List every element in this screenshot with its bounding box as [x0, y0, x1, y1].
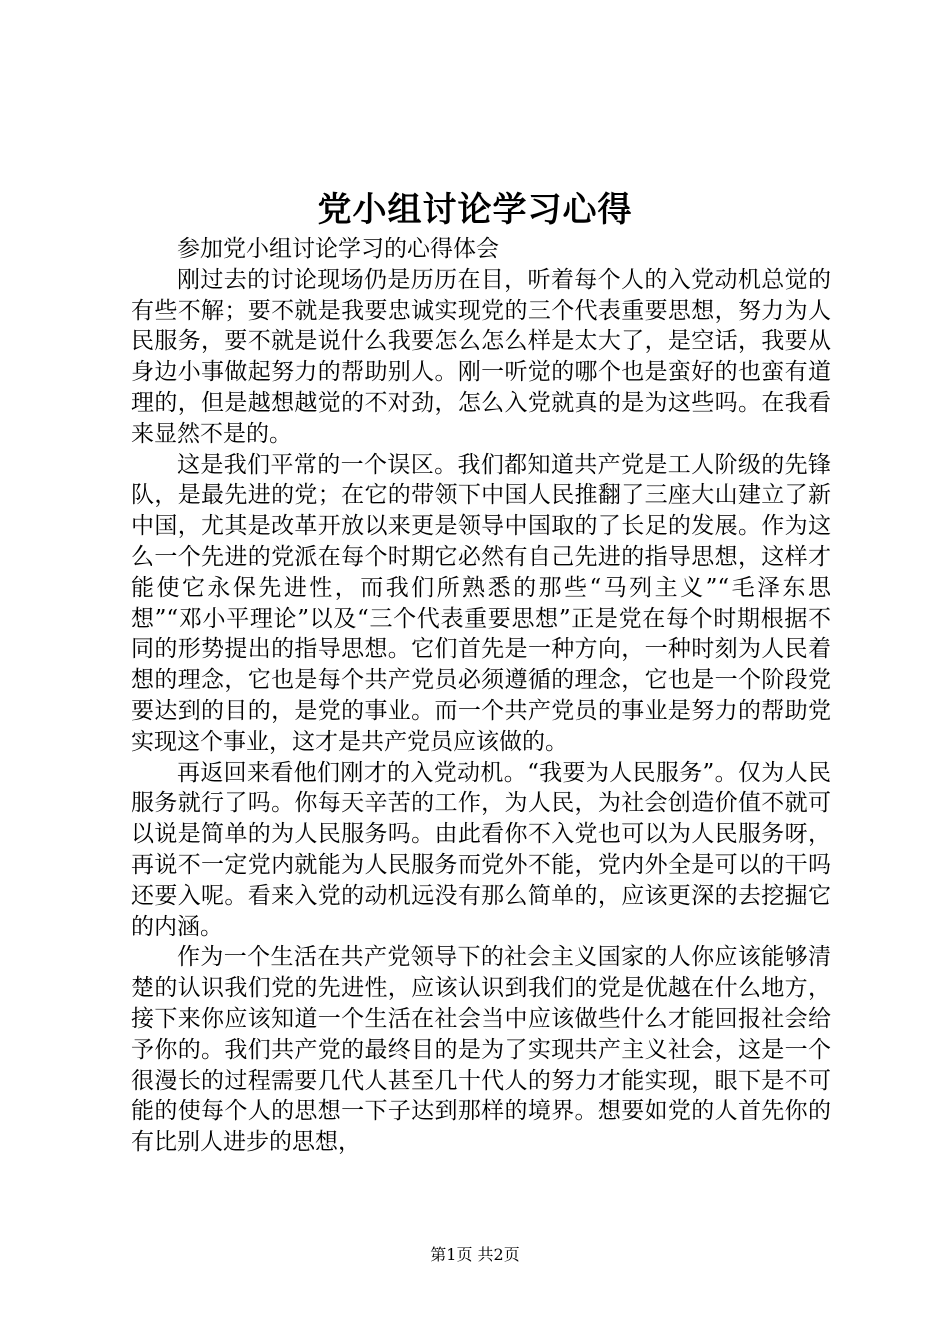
body-paragraph: 这是我们平常的一个误区。我们都知道共产党是工人阶级的先锋队，是最先进的党；在它的带领下中国人民推翻了三座大山建立了新中国，尤其是改革开放以来更是领导中国取的了长足的发展。作为这么一个先进的党派在每个时期它必然有自己先进的指导思想，这样才能使它永保先进性，而我们所熟悉的那些“马列主义”“毛泽东思想”“邓小平理论”以及“三个代表重要思想”正是党在每个时期根据不同的形势提出的指导思想。它们首先是一种方向，一种时刻为人民着想的理念，它也是每个共产党员必须遵循的理念，它也是一个阶段党要达到的目的，是党的事业。而一个共产党员的事业是努力的帮助党实现这个事业，这才是共产党员应该做的。 — [131, 451, 831, 755]
document-subtitle: 参加党小组讨论学习的心得体会 — [177, 236, 499, 262]
body-paragraph: 作为一个生活在共产党领导下的社会主义国家的人你应该能够清楚的认识我们党的先进性，应该认识到我们的党是优越在什么地方，接下来你应该知道一个生活在社会当中应该做些什么才能回报社会给予你的。我们共产党的最终目的是为了实现共产主义社会，这是一个很漫长的过程需要几代人甚至几十代人的努力才能实现，眼下是不可能的使每个人的思想一下子达到那样的境界。想要如党的人首先你的有比别人进步的思想， — [131, 944, 831, 1156]
document-title: 党小组讨论学习心得 — [317, 190, 633, 230]
body-paragraph: 再返回来看他们刚才的入党动机。“我要为人民服务”。仅为人民服务就行了吗。你每天辛苦的工作，为人民，为社会创造价值不就可以说是简单的为人民服务吗。由此看你不入党也可以为人民服务呀，再说不一定党内就能为人民服务而党外不能，党内外全是可以的干吗还要入呢。看来入党的动机远没有那么简单的，应该更深的去挖掘它的内涵。 — [131, 759, 831, 940]
body-paragraph: 刚过去的讨论现场仍是历历在目，听着每个人的入党动机总觉的有些不解；要不就是我要忠诚实现党的三个代表重要思想，努力为人民服务，要不就是说什么我要怎么怎么样是太大了，是空话，我要从身边小事做起努力的帮助别人。刚一听觉的哪个也是蛮好的也蛮有道理的，但是越想越觉的不对劲，怎么入党就真的是为这些吗。在我看来显然不是的。 — [131, 266, 831, 447]
document-body — [131, 234, 831, 1158]
page-footer: 第1页 共2页 — [430, 1245, 520, 1264]
